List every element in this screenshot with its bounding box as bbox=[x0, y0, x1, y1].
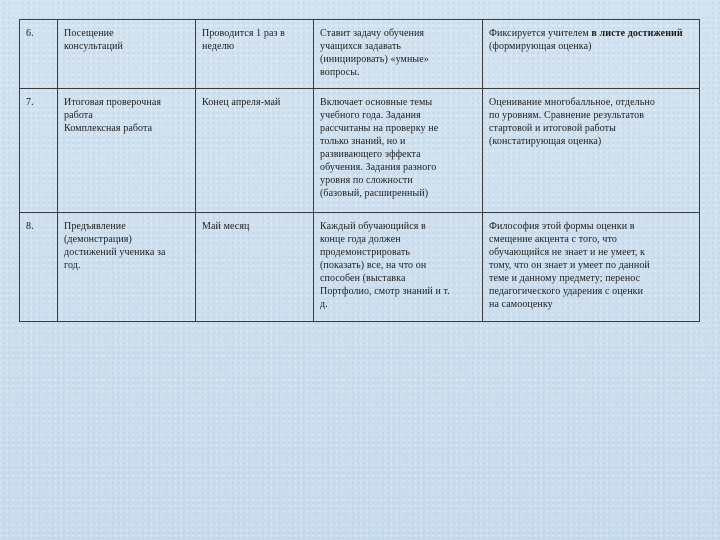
evaluation-line: стартовой и итоговой работы bbox=[489, 123, 616, 134]
form-line: (демонстрация) bbox=[64, 234, 132, 245]
form-line: консультаций bbox=[64, 41, 123, 52]
time-line: Май месяц bbox=[202, 221, 250, 232]
form-line: Итоговая проверочная bbox=[64, 97, 162, 108]
goal-line: продемонстрировать bbox=[320, 247, 411, 258]
evaluation-line: Оценивание многобалльное, отдельно bbox=[489, 97, 655, 108]
time-line: неделю bbox=[202, 41, 235, 52]
row-number-cell: 7. bbox=[20, 89, 58, 213]
time-line: Конец апреля-май bbox=[202, 97, 281, 108]
goal-line: обучения. Задания разного bbox=[320, 162, 437, 173]
goal-line: Каждый обучающийся в bbox=[320, 221, 426, 232]
table-row bbox=[20, 89, 700, 213]
evaluation-emphasis: в листе достижений bbox=[591, 28, 683, 39]
evaluation-line: педагогического ударения с оценки bbox=[489, 286, 644, 297]
form-cell bbox=[58, 213, 196, 322]
goal-line: учащихся задавать bbox=[320, 41, 402, 52]
evaluation-line: обучающийся не знает и не умеет, к bbox=[489, 247, 646, 258]
form-line: работа bbox=[64, 110, 93, 121]
evaluation-line: на самооценку bbox=[489, 299, 553, 310]
evaluation-cell bbox=[483, 20, 700, 89]
time-cell bbox=[196, 213, 314, 322]
evaluation-cell bbox=[483, 89, 700, 213]
goal-line: рассчитаны на проверку не bbox=[320, 123, 439, 134]
form-line: Посещение bbox=[64, 28, 114, 39]
goal-line: вопросы. bbox=[320, 67, 360, 78]
goal-cell bbox=[314, 89, 483, 213]
goal-line: Портфолио, смотр знаний и т. bbox=[320, 286, 450, 297]
evaluation-text: (формирующая оценка) bbox=[489, 41, 592, 52]
evaluation-line: по уровням. Сравнение результатов bbox=[489, 110, 645, 121]
evaluation-text: Фиксируется учителем bbox=[489, 28, 592, 39]
goal-line: д. bbox=[320, 299, 328, 310]
evaluation-cell bbox=[483, 213, 700, 322]
form-cell bbox=[58, 20, 196, 89]
goal-cell bbox=[314, 20, 483, 89]
evaluation-line: теме и данному предмету; перенос bbox=[489, 273, 641, 284]
evaluation-line: тому, что он знает и умеет по данной bbox=[489, 260, 650, 271]
evaluation-line: (констатирующая оценка) bbox=[489, 136, 602, 147]
time-cell bbox=[196, 20, 314, 89]
goal-line: (базовый, расширенный) bbox=[320, 188, 429, 199]
form-cell bbox=[58, 89, 196, 213]
goal-line: учебного года. Задания bbox=[320, 110, 421, 121]
goal-cell bbox=[314, 213, 483, 322]
time-line: Проводится 1 раз в bbox=[202, 28, 285, 39]
time-cell bbox=[196, 89, 314, 213]
goal-line: развивающего эффекта bbox=[320, 149, 421, 160]
form-line: Предъявление bbox=[64, 221, 126, 232]
form-line: достижений ученика за bbox=[64, 247, 166, 258]
row-number-cell: 8. bbox=[20, 213, 58, 322]
table-row bbox=[20, 20, 700, 89]
goal-line: (показать) все, на что он bbox=[320, 260, 427, 271]
goal-line: уровня по сложности bbox=[320, 175, 413, 186]
goal-line: только знаний, но и bbox=[320, 136, 406, 147]
goal-line: конце года должен bbox=[320, 234, 401, 245]
evaluation-line: смещение акцента с того, что bbox=[489, 234, 617, 245]
goal-line: Включает основные темы bbox=[320, 97, 433, 108]
goal-line: Ставит задачу обучения bbox=[320, 28, 425, 39]
goal-line: (инициировать) «умные» bbox=[320, 54, 429, 65]
form-line: Комплексная работа bbox=[64, 123, 153, 134]
assessment-table bbox=[19, 19, 700, 322]
form-line: год. bbox=[64, 260, 81, 271]
evaluation-line: Философия этой формы оценки в bbox=[489, 221, 635, 232]
goal-line: способен (выставка bbox=[320, 273, 406, 284]
row-number-cell: 6. bbox=[20, 20, 58, 89]
table-row bbox=[20, 213, 700, 322]
